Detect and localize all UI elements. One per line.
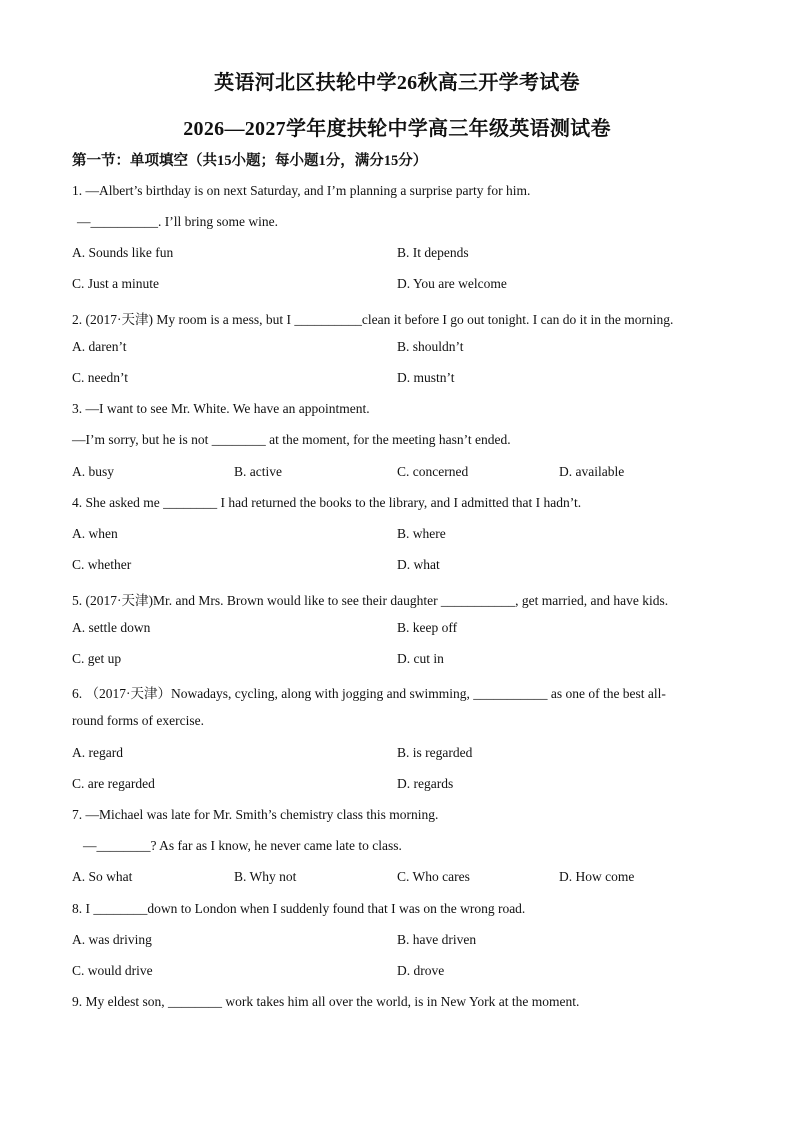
question-2-option-c: C. needn’t [72,370,128,385]
question-4-option-a: A. when [72,526,118,541]
question-2-option-d: D. mustn’t [397,370,455,385]
question-2-stem: 2. (2017·天津) My room is a mess, but I __________clean it before I go out tonight. I can do it in the morning. [72,312,674,327]
question-8-option-b: B. have driven [397,932,477,947]
question-5-option-b: B. keep off [397,620,458,635]
question-6-option-c: C. are regarded [72,776,155,791]
question-1-stem: 1. —Albert’s birthday is on next Saturday, and I’m planning a surprise party for him. [72,183,531,198]
question-4-option-b: B. where [397,526,446,541]
question-7-stem: 7. —Michael was late for Mr. Smith’s chemistry class this morning. [72,807,439,822]
question-3-option-c: C. concerned [397,464,469,479]
question-7-option-c: C. Who cares [397,869,470,884]
question-5-option-d: D. cut in [397,651,444,666]
question-6-stem-continued: round forms of exercise. [72,713,204,728]
question-3-reply: —I’m sorry, but he is not ________ at the moment, for the meeting hasn’t ended. [72,432,511,447]
question-7-option-d: D. How come [559,869,635,884]
question-1-option-d: D. You are welcome [397,276,507,291]
question-8-option-d: D. drove [397,963,445,978]
exam-subtitle: 2026—2027学年度扶轮中学高三年级英语测试卷 [183,118,611,140]
question-3-option-b: B. active [234,464,282,479]
question-6-option-d: D. regards [397,776,454,791]
question-5-option-c: C. get up [72,651,122,666]
question-2-option-b: B. shouldn’t [397,339,464,354]
question-5-option-a: A. settle down [72,620,151,635]
question-1-option-b: B. It depends [397,245,469,260]
question-6-option-b: B. is regarded [397,745,473,760]
question-7-option-a: A. So what [72,869,133,884]
question-6-stem: 6. （2017·天津）Nowadays, cycling, along with jogging and swimming, ___________ as one of the best all- [72,686,666,701]
question-3-stem: 3. —I want to see Mr. White. We have an appointment. [72,401,370,416]
section-heading: 第一节：单项填空（共15小题；每小题1分，满分15分） [72,153,428,169]
question-6-option-a: A. regard [72,745,123,760]
question-3-option-d: D. available [559,464,625,479]
question-8-option-a: A. was driving [72,932,152,947]
question-2-option-a: A. daren’t [72,339,127,354]
question-8-option-c: C. would drive [72,963,153,978]
question-1-reply: —__________. I’ll bring some wine. [77,214,278,229]
question-3-option-a: A. busy [72,464,115,479]
question-7-option-b: B. Why not [234,869,297,884]
question-4-option-d: D. what [397,557,440,572]
question-4-option-c: C. whether [72,557,132,572]
question-1-option-a: A. Sounds like fun [72,245,174,260]
question-5-stem: 5. (2017·天津)Mr. and Mrs. Brown would like to see their daughter ___________, get married, and have kids. [72,593,669,608]
question-9-stem: 9. My eldest son, ________ work takes him all over the world, is in New York at the moment. [72,994,580,1009]
question-1-option-c: C. Just a minute [72,276,159,291]
question-7-reply: —________? As far as I know, he never came late to class. [83,838,402,853]
question-4-stem: 4. She asked me ________ I had returned the books to the library, and I admitted that I hadn’t. [72,495,582,510]
question-8-stem: 8. I ________down to London when I suddenly found that I was on the wrong road. [72,901,526,916]
exam-title: 英语河北区扶轮中学26秋高三开学考试卷 [214,72,580,94]
